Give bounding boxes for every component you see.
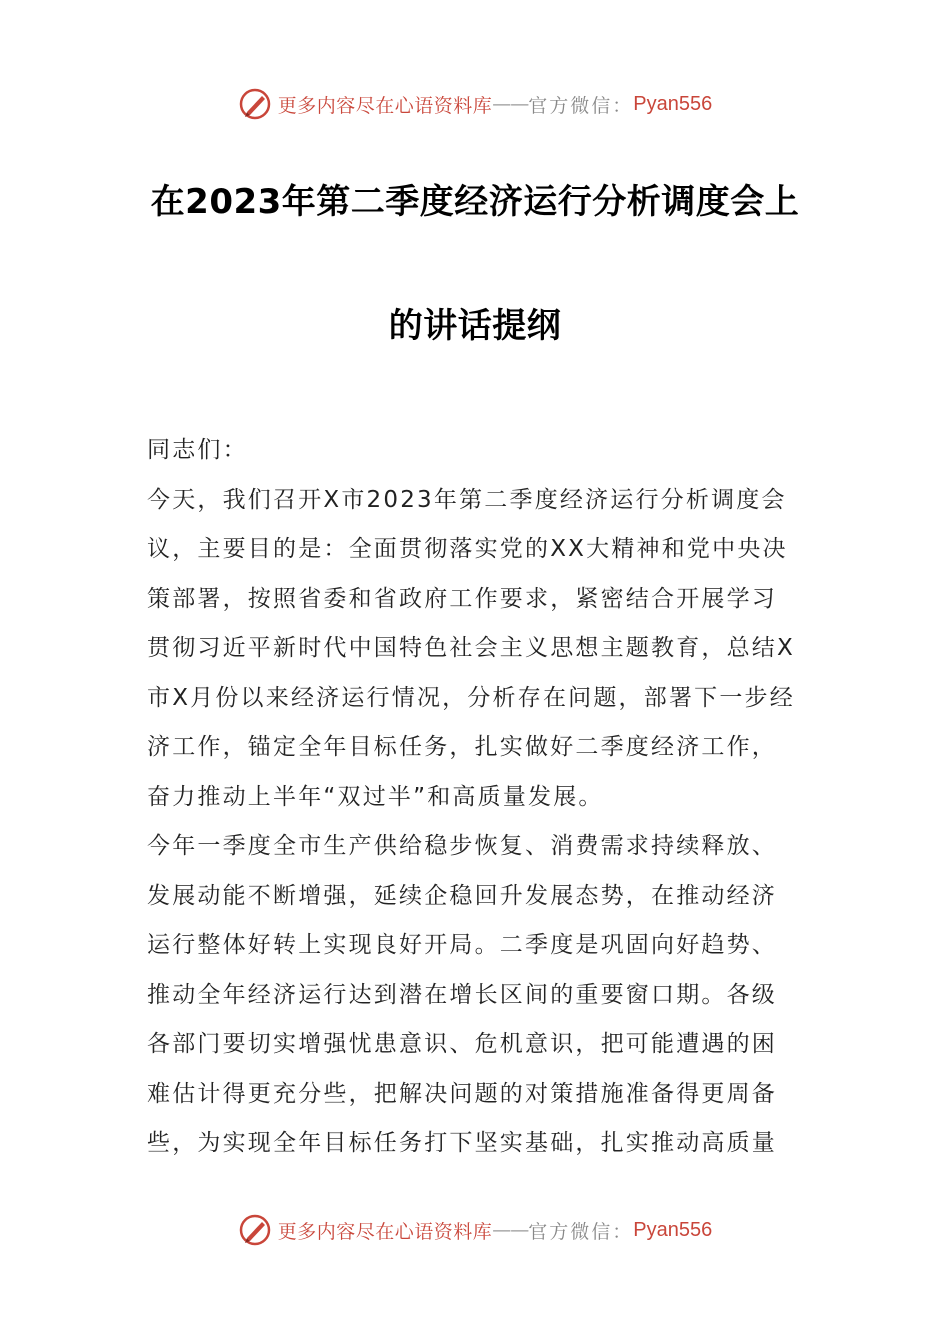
- text-line: 各部门要切实增强忧患意识、危机意识，把可能遭遇的困: [147, 1031, 777, 1057]
- paragraph: [147, 476, 812, 823]
- watermark-separator: ——: [492, 1219, 529, 1241]
- document-body: [147, 426, 812, 1169]
- text-line: 运行整体好转上实现良好开局。二季度是巩固向好趋势、: [147, 932, 777, 958]
- header-watermark: [0, 84, 950, 124]
- text-line: 难估计得更充分些，把解决问题的对策措施准备得更周备: [147, 1080, 777, 1107]
- text-line: 些，为实现全年目标任务打下坚实基础，扎实推动高质量: [147, 1130, 777, 1156]
- document-title-line-1: 在2023年第二季度经济运行分析调度会上: [150, 182, 800, 222]
- watermark-separator: ——: [492, 93, 529, 115]
- pen-logo-icon: [238, 1213, 272, 1247]
- watermark-wechat-id: Pyan556: [633, 92, 713, 115]
- text-line: 市X月份以来经济运行情况，分析存在问题，部署下一步经: [147, 684, 795, 711]
- pen-logo-icon: [238, 87, 272, 121]
- text-line: 同志们：: [147, 437, 248, 463]
- paragraph: [147, 822, 812, 1169]
- text-line: 今年一季度全市生产供给稳步恢复、消费需求持续释放、: [147, 833, 777, 859]
- text-line: 济工作，锚定全年目标任务，扎实做好二季度经济工作，: [147, 734, 777, 760]
- salutation: [147, 426, 812, 476]
- text-line: 推动全年经济运行达到潜在增长区间的重要窗口期。各级: [147, 981, 777, 1008]
- watermark-wechat-id: Pyan556: [633, 1218, 713, 1241]
- text-line: 策部署，按照省委和省政府工作要求，紧密结合开展学习: [147, 585, 777, 612]
- text-line: 议，主要目的是：全面贯彻落实党的XX大精神和党中央决: [147, 536, 788, 562]
- watermark-brand-text: 更多内容尽在心语资料库: [277, 1220, 493, 1243]
- document-title-line-2: 的讲话提纲: [388, 306, 562, 346]
- footer-watermark: [0, 1210, 950, 1250]
- text-line: 贯彻习近平新时代中国特色社会主义思想主题教育，总结X: [147, 635, 795, 661]
- text-line: 发展动能不断增强，延续企稳回升发展态势，在推动经济: [147, 882, 777, 909]
- text-line: 奋力推动上半年“双过半”和高质量发展。: [147, 783, 604, 810]
- watermark-brand-text: 更多内容尽在心语资料库: [277, 94, 493, 117]
- watermark-label: 官方微信：: [528, 1220, 634, 1243]
- text-line: 今天，我们召开X市2023年第二季度经济运行分析调度会: [147, 486, 787, 513]
- watermark-label: 官方微信：: [528, 94, 634, 117]
